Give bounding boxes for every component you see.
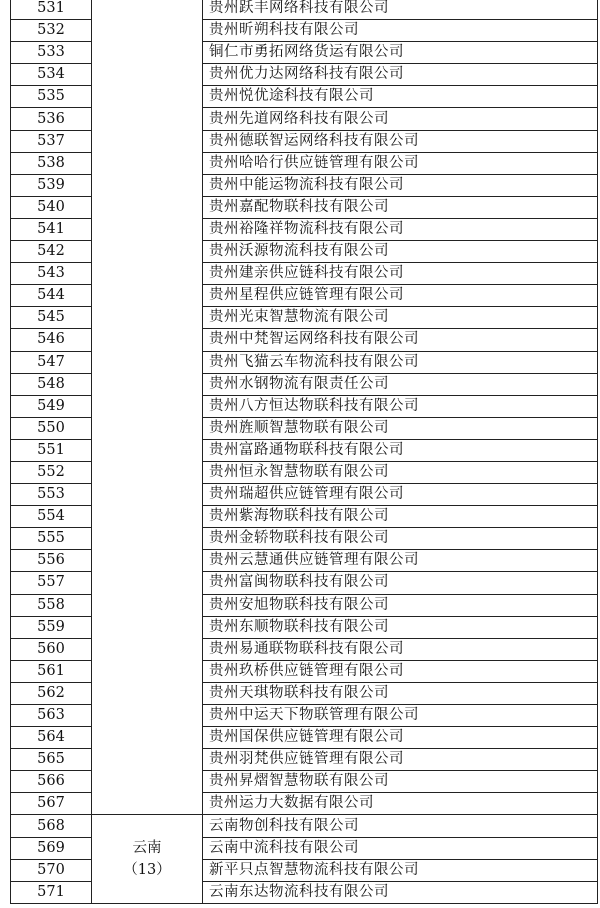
row-number: 555 xyxy=(11,528,92,550)
table-body xyxy=(11,0,598,903)
company-name: 贵州先道网络科技有限公司 xyxy=(203,108,598,130)
row-number: 535 xyxy=(11,86,92,108)
table-row xyxy=(11,815,598,837)
company-name: 贵州悦优途科技有限公司 xyxy=(203,86,598,108)
company-name: 贵州裕隆祥物流科技有限公司 xyxy=(203,218,598,240)
row-number: 554 xyxy=(11,506,92,528)
row-number: 569 xyxy=(11,837,92,859)
company-name: 贵州优力达网络科技有限公司 xyxy=(203,64,598,86)
row-number: 557 xyxy=(11,572,92,594)
row-number: 563 xyxy=(11,705,92,727)
company-name: 贵州八方恒达物联科技有限公司 xyxy=(203,395,598,417)
company-name: 贵州富闽物联科技有限公司 xyxy=(203,572,598,594)
row-number: 547 xyxy=(11,351,92,373)
company-name: 贵州羽梵供应链管理有限公司 xyxy=(203,749,598,771)
row-number: 568 xyxy=(11,815,92,837)
row-number: 564 xyxy=(11,727,92,749)
company-name: 贵州云慧通供应链管理有限公司 xyxy=(203,550,598,572)
row-number: 553 xyxy=(11,484,92,506)
company-name: 贵州水钢物流有限责任公司 xyxy=(203,373,598,395)
row-number: 536 xyxy=(11,108,92,130)
company-name: 贵州中能运物流科技有限公司 xyxy=(203,174,598,196)
row-number: 542 xyxy=(11,241,92,263)
row-number: 538 xyxy=(11,152,92,174)
company-name: 贵州沃源物流科技有限公司 xyxy=(203,241,598,263)
row-number: 550 xyxy=(11,417,92,439)
row-number: 562 xyxy=(11,682,92,704)
company-table xyxy=(10,0,598,904)
company-name: 贵州光束智慧物流有限公司 xyxy=(203,307,598,329)
province-cell xyxy=(92,815,203,903)
company-name: 贵州瑞超供应链管理有限公司 xyxy=(203,484,598,506)
row-number: 560 xyxy=(11,638,92,660)
company-name: 贵州运力大数据有限公司 xyxy=(203,793,598,815)
company-name: 铜仁市勇拓网络货运有限公司 xyxy=(203,42,598,64)
row-number: 545 xyxy=(11,307,92,329)
row-number: 571 xyxy=(11,881,92,903)
row-number: 531 xyxy=(11,0,92,20)
company-name: 贵州东顺物联科技有限公司 xyxy=(203,616,598,638)
row-number: 566 xyxy=(11,771,92,793)
company-name: 贵州国保供应链管理有限公司 xyxy=(203,727,598,749)
company-name: 贵州昇熠智慧物联有限公司 xyxy=(203,771,598,793)
row-number: 549 xyxy=(11,395,92,417)
row-number: 534 xyxy=(11,64,92,86)
company-name: 贵州富路通物联科技有限公司 xyxy=(203,439,598,461)
company-name: 贵州易通联物联科技有限公司 xyxy=(203,638,598,660)
company-name: 新平只点智慧物流科技有限公司 xyxy=(203,859,598,881)
row-number: 556 xyxy=(11,550,92,572)
company-name: 贵州天琪物联科技有限公司 xyxy=(203,682,598,704)
province-count: （13） xyxy=(123,862,171,879)
company-name: 云南物创科技有限公司 xyxy=(203,815,598,837)
company-name: 贵州星程供应链管理有限公司 xyxy=(203,285,598,307)
company-name: 贵州旌顺智慧物联有限公司 xyxy=(203,417,598,439)
table-row xyxy=(11,0,598,20)
company-name: 贵州飞猫云车物流科技有限公司 xyxy=(203,351,598,373)
company-name: 贵州紫海物联科技有限公司 xyxy=(203,506,598,528)
row-number: 551 xyxy=(11,439,92,461)
row-number: 544 xyxy=(11,285,92,307)
row-number: 539 xyxy=(11,174,92,196)
row-number: 567 xyxy=(11,793,92,815)
province-cell xyxy=(92,0,203,815)
row-number: 541 xyxy=(11,218,92,240)
company-name: 贵州玖桥供应链管理有限公司 xyxy=(203,660,598,682)
company-name: 贵州德联智运网络科技有限公司 xyxy=(203,130,598,152)
company-name: 贵州嘉配物联科技有限公司 xyxy=(203,196,598,218)
row-number: 532 xyxy=(11,20,92,42)
row-number: 552 xyxy=(11,461,92,483)
company-name: 贵州跃丰网络科技有限公司 xyxy=(203,0,598,20)
row-number: 540 xyxy=(11,196,92,218)
row-number: 543 xyxy=(11,263,92,285)
company-name: 贵州安旭物联科技有限公司 xyxy=(203,594,598,616)
row-number: 558 xyxy=(11,594,92,616)
row-number: 537 xyxy=(11,130,92,152)
company-name: 贵州建亲供应链科技有限公司 xyxy=(203,263,598,285)
row-number: 570 xyxy=(11,859,92,881)
row-number: 559 xyxy=(11,616,92,638)
company-name: 贵州昕朔科技有限公司 xyxy=(203,20,598,42)
company-name: 贵州中梵智运网络科技有限公司 xyxy=(203,329,598,351)
row-number: 565 xyxy=(11,749,92,771)
province-name: 云南 xyxy=(132,840,162,857)
row-number: 548 xyxy=(11,373,92,395)
row-number: 546 xyxy=(11,329,92,351)
company-name: 云南中流科技有限公司 xyxy=(203,837,598,859)
company-name: 贵州中运天下物联管理有限公司 xyxy=(203,705,598,727)
company-name: 贵州哈哈行供应链管理有限公司 xyxy=(203,152,598,174)
row-number: 561 xyxy=(11,660,92,682)
company-name: 贵州恒永智慧物联有限公司 xyxy=(203,461,598,483)
company-name: 贵州金轿物联科技有限公司 xyxy=(203,528,598,550)
row-number: 533 xyxy=(11,42,92,64)
company-name: 云南东达物流科技有限公司 xyxy=(203,881,598,903)
